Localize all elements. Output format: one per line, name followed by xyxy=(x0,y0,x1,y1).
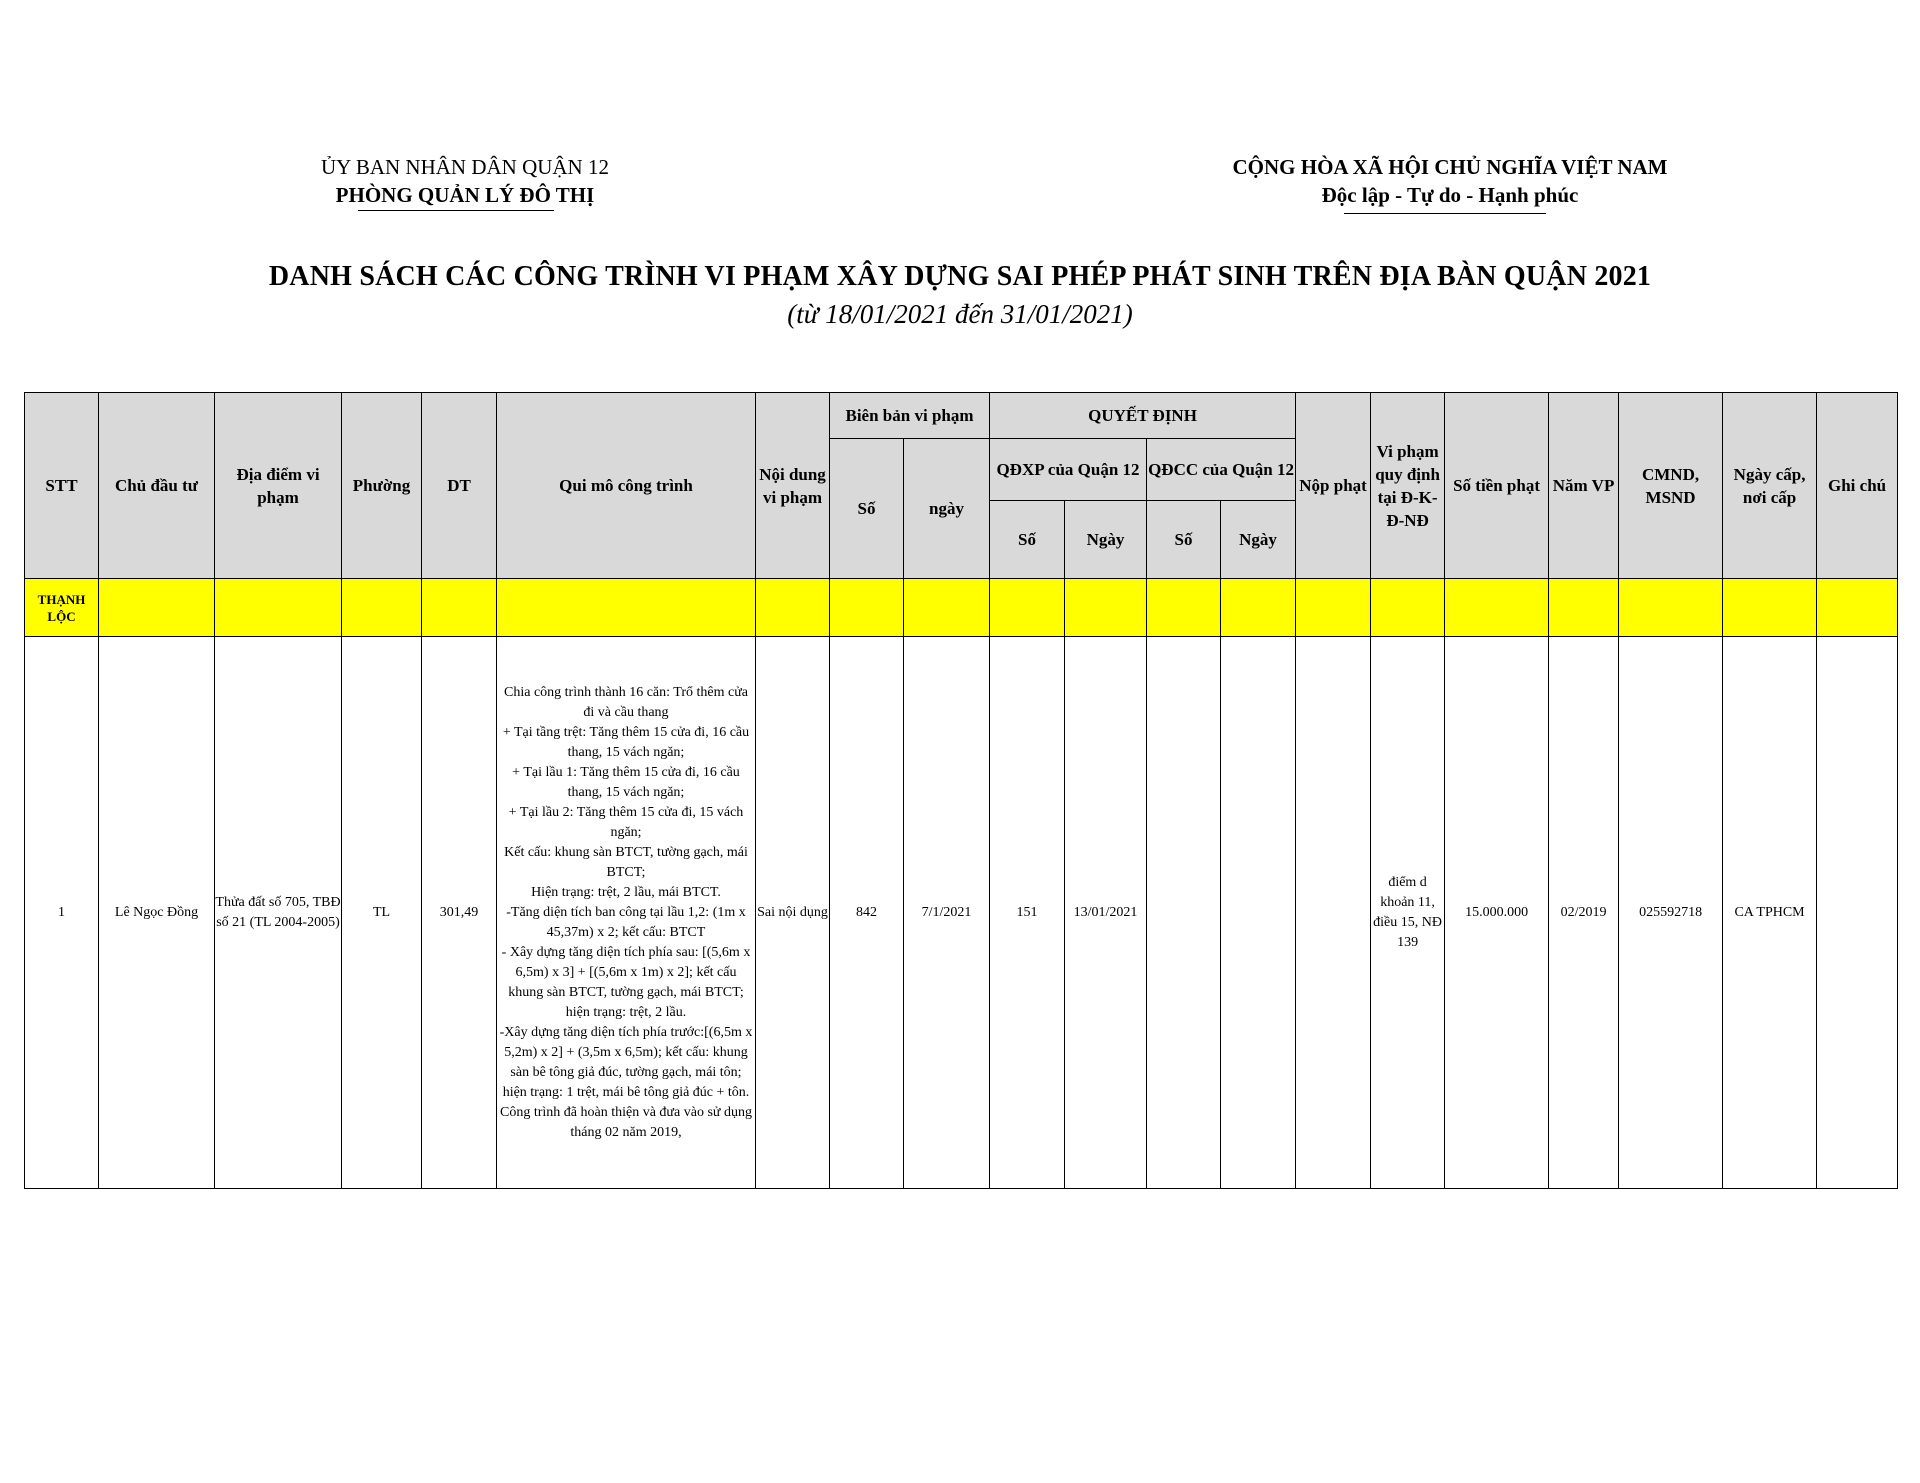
col-header-investor: Chủ đầu tư xyxy=(99,393,215,579)
national-motto xyxy=(1190,153,1710,209)
cell-ward: TL xyxy=(342,637,422,1189)
cell-regulation: điểm d khoản 11, điều 15, NĐ 139 xyxy=(1371,637,1445,1189)
col-header-violation-year: Năm VP xyxy=(1549,393,1619,579)
country-name: CỘNG HÒA XÃ HỘI CHỦ NGHĨA VIỆT NAM xyxy=(1232,155,1668,179)
department-name: PHÒNG QUẢN LÝ ĐÔ THỊ xyxy=(335,183,595,207)
authority-name: ỦY BAN NHÂN DÂN QUẬN 12 xyxy=(321,155,609,179)
col-header-qdxp-date: Ngày xyxy=(1065,501,1147,579)
cell-issue-place: CA TPHCM xyxy=(1723,637,1817,1189)
motto-line: Độc lập - Tự do - Hạnh phúc xyxy=(1321,183,1579,207)
cell-qdxp-number: 151 xyxy=(990,637,1065,1189)
cell-fine-paid xyxy=(1296,637,1371,1189)
col-header-fine-amount: Số tiền phạt xyxy=(1445,393,1549,579)
col-header-scale: Qui mô công trình xyxy=(497,393,756,579)
col-header-ward: Phường xyxy=(342,393,422,579)
col-header-qdxp: QĐXP của Quận 12 xyxy=(990,439,1147,501)
section-label: THẠNH LỘC xyxy=(25,579,99,637)
col-header-regulation: Vi phạm quy định tại Đ-K-Đ-NĐ xyxy=(1371,393,1445,579)
cell-stt: 1 xyxy=(25,637,99,1189)
table-row xyxy=(25,637,1898,1189)
col-header-violation-record: Biên bản vi phạm xyxy=(830,393,990,439)
document-period: (từ 18/01/2021 đến 31/01/2021) xyxy=(787,299,1133,329)
col-header-qdcc-number: Số xyxy=(1147,501,1221,579)
col-header-record-date: ngày xyxy=(904,439,990,579)
col-header-stt: STT xyxy=(25,393,99,579)
cell-qdcc-date xyxy=(1221,637,1296,1189)
cell-violation-content: Sai nội dụng xyxy=(756,637,830,1189)
issuing-authority xyxy=(250,153,680,209)
motto-underline xyxy=(1344,213,1546,214)
col-header-violation-content: Nội dung vi phạm xyxy=(756,393,830,579)
cell-fine-amount: 15.000.000 xyxy=(1445,637,1549,1189)
cell-qdxp-date: 13/01/2021 xyxy=(1065,637,1147,1189)
col-header-qdcc: QĐCC của Quận 12 xyxy=(1147,439,1296,501)
violations-table xyxy=(24,392,1898,1189)
cell-location: Thửa đất số 705, TBĐ số 21 (TL 2004-2005) xyxy=(215,637,342,1189)
cell-record-number: 842 xyxy=(830,637,904,1189)
col-header-qdxp-number: Số xyxy=(990,501,1065,579)
section-row-thanh-loc xyxy=(25,579,1898,637)
col-header-id-number: CMND, MSND xyxy=(1619,393,1723,579)
cell-id-number: 025592718 xyxy=(1619,637,1723,1189)
cell-notes xyxy=(1817,637,1898,1189)
cell-area: 301,49 xyxy=(422,637,497,1189)
cell-violation-year: 02/2019 xyxy=(1549,637,1619,1189)
col-header-record-number: Số xyxy=(830,439,904,579)
col-header-fine-paid: Nộp phạt xyxy=(1296,393,1371,579)
authority-underline xyxy=(358,210,554,211)
col-header-location: Địa điểm vi phạm xyxy=(215,393,342,579)
document-title: DANH SÁCH CÁC CÔNG TRÌNH VI PHẠM XÂY DỰNG SAI PHÉP PHÁT SINH TRÊN ĐỊA BÀN QUẬN 2021 xyxy=(268,261,1652,292)
cell-scale: Chia công trình thành 16 căn: Trổ thêm cửa đi và cầu thang + Tại tầng trệt: Tăng thêm 15 cửa đi, 16 cầu thang, 15 vách ngăn; + Tại lầu 1: Tăng thêm 15 cửa đi, 16 cầu thang, 15 vách ngăn; + Tại lầu 2: Tăng thêm 15 cửa đi, 15 vách ngăn; Kết cấu: khung sàn BTCT, tường gạch, mái BTCT; Hiện trạng: trệt, 2 lầu, mái BTCT. -Tăng diện tích ban công tại lầu 1,2: (1m x 45,37m) x 2; kết cấu: BTCT - Xây dựng tăng diện tích phía sau: [(5,6m x 6,5m) x 3] + [(5,6m x 1m) x 2]; kết cấu khung sàn BTCT, tường gạch, mái BTCT; hiện trạng: trệt, 2 lầu. -Xây dựng tăng diện tích phía trước:[(6,5m x 5,2m) x 2] + (3,5m x 6,5m); kết cấu: khung sàn bê tông giả đúc, tường gạch, mái tôn; hiện trạng: 1 trệt, mái bê tông giả đúc + tôn. Công trình đã hoàn thiện và đưa vào sử dụng tháng 02 năm 2019, xyxy=(497,637,756,1189)
col-header-qdcc-date: Ngày xyxy=(1221,501,1296,579)
col-header-notes: Ghi chú xyxy=(1817,393,1898,579)
cell-record-date: 7/1/2021 xyxy=(904,637,990,1189)
cell-qdcc-number xyxy=(1147,637,1221,1189)
col-header-issue-place: Ngày cấp, nơi cấp xyxy=(1723,393,1817,579)
cell-investor: Lê Ngọc Đồng xyxy=(99,637,215,1189)
col-header-decision: QUYẾT ĐỊNH xyxy=(990,393,1296,439)
col-header-area: DT xyxy=(422,393,497,579)
